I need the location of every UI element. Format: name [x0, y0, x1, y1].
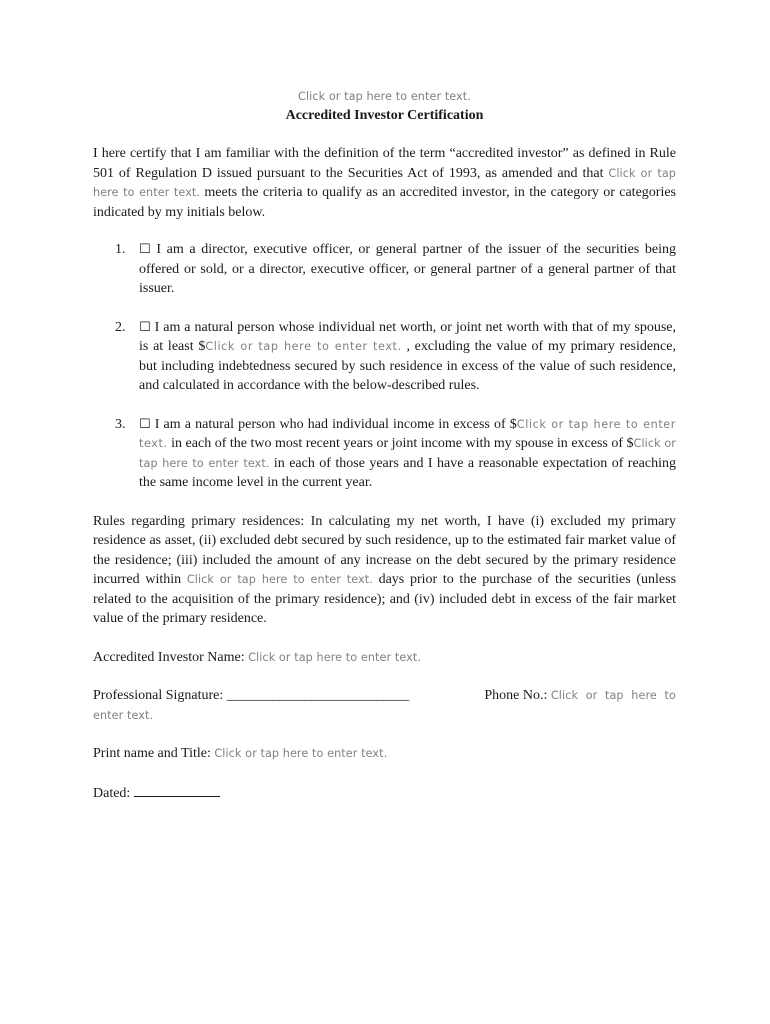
list-item-net-worth: [93, 318, 676, 396]
investor-name-placeholder-field[interactable]: Click or tap here to enter text.: [248, 650, 422, 664]
joint-income-placeholder-field[interactable]: Click or tap here to enter text.: [139, 437, 676, 470]
item-text-b: in each of the two most recent years or joint income with my spouse in excess of $: [171, 436, 634, 451]
list-item-number: 2.: [115, 319, 126, 335]
checkbox-income[interactable]: ☐: [139, 416, 151, 432]
document-body: [93, 88, 676, 803]
net-worth-placeholder-field[interactable]: Click or tap here to enter text.: [205, 340, 402, 353]
item-text-c: in each of those years and I have a reasonable expectation of reaching the same income level in the current year.: [139, 455, 676, 490]
print-name-placeholder-field[interactable]: Click or tap here to enter text.: [214, 747, 388, 760]
list-item-number: 3.: [115, 416, 126, 432]
entity-name-placeholder-field[interactable]: Click or tap here to enter text.: [93, 166, 677, 199]
investor-name-label: Accredited Investor Name:: [93, 649, 245, 665]
print-name-row: [93, 744, 676, 764]
list-item-income: [93, 415, 676, 493]
dated-row: [93, 783, 676, 804]
days-placeholder-field[interactable]: Click or tap here to enter text.: [186, 573, 373, 586]
dated-label: Dated:: [93, 785, 131, 801]
item-text-b: , excluding the value of my primary residence, but including indebtedness secured by such residence in excess of the value of such residence, and calculated in accordance with the below-described rules.: [139, 339, 676, 393]
intro-paragraph: [93, 144, 676, 222]
item-text-a: I am a natural person whose individual net worth, or joint net worth with that of my spouse, is at least $: [139, 319, 677, 354]
checkbox-net-worth[interactable]: ☐: [139, 319, 151, 335]
signature-label: Professional Signature:: [93, 688, 224, 703]
signature-group: [93, 686, 409, 706]
item-text-a: I am a natural person who had individual income in excess of $: [154, 416, 517, 432]
phone-label: Phone No.:: [484, 688, 548, 703]
rules-text-1: Rules regarding primary residences: In calculating my net worth, I have (i) excluded my primary residence as asset, (ii) excluded debt secured by such residence, up to the estimated fair market value of the residence; (iii) included the amount of any increase on the debt secured by the primary residence incurred within: [93, 513, 676, 587]
intro-text-2: meets the criteria to qualify as an accredited investor, in the category or categories indicated by my initials below.: [93, 185, 676, 220]
header-placeholder-field[interactable]: Click or tap here to enter text.: [298, 90, 471, 103]
rules-paragraph: [93, 512, 676, 629]
individual-income-placeholder-field[interactable]: Click or tap here to enter text.: [139, 417, 676, 450]
document-title: Accredited Investor Certification: [285, 108, 484, 123]
signature-phone-row: [93, 686, 676, 725]
checkbox-director[interactable]: ☐: [139, 242, 151, 257]
phone-placeholder-continued[interactable]: enter text.: [93, 708, 154, 722]
signature-line[interactable]: ____________________________: [226, 688, 409, 703]
list-item-director: [93, 240, 676, 299]
signature-phone-line: [93, 686, 676, 706]
phone-group: [484, 686, 676, 706]
print-name-label: Print name and Title:: [93, 746, 211, 761]
rules-text-2: days prior to the purchase of the securities (unless related to the acquisition of the primary residence); and (iv) included debt in excess of the fair market value of the primary residence.: [93, 572, 677, 626]
investor-category-list: [93, 240, 676, 493]
item-text: I am a director, executive officer, or general partner of the issuer of the securities being offered or sold, or a director, executive officer, or general partner of a general partner of that issuer.: [139, 242, 676, 296]
intro-text-1: I here certify that I am familiar with the definition of the term “accredited investor” as defined in Rule 501 of Regulation D issued pursuant to the Securities Act of 1993, as amended and that: [93, 146, 676, 181]
list-item-number: 1.: [115, 242, 126, 257]
investor-name-row: [93, 648, 676, 668]
dated-line-field[interactable]: [134, 783, 220, 797]
phone-placeholder-field[interactable]: Click or tap here to: [550, 689, 676, 702]
